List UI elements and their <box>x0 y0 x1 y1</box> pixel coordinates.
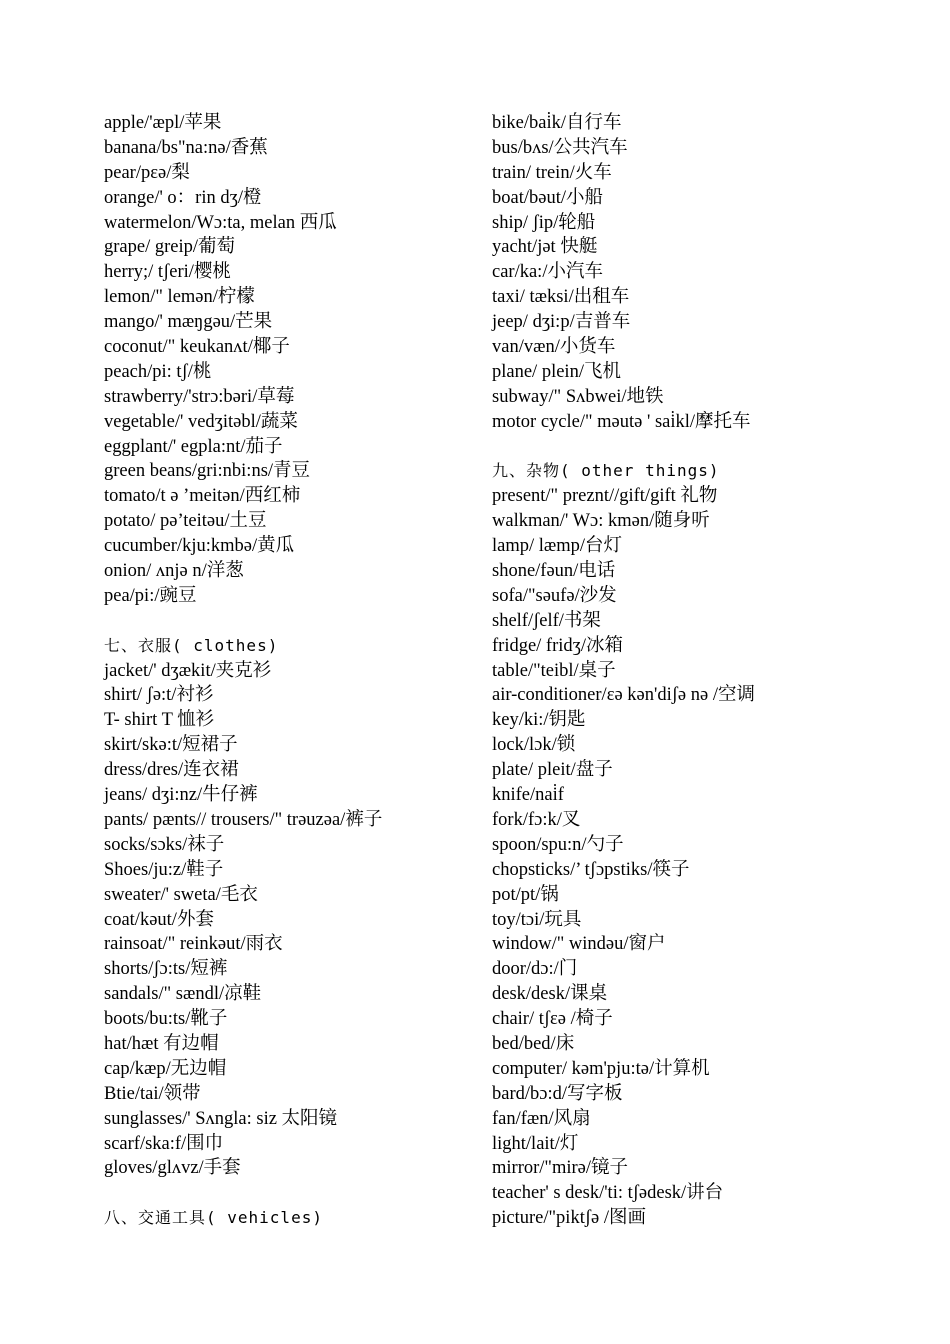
vocab-entry: walkman/' Wɔ: kmən/随身听 <box>492 511 710 532</box>
vocab-entry: desk/desk/课桌 <box>492 984 608 1005</box>
vocab-entry: pot/pt/锅 <box>492 884 559 905</box>
vocab-entry: sofa/"səufə/沙发 <box>492 585 617 606</box>
vocab-entry: gloves/glʌvz/手套 <box>104 1158 241 1179</box>
vocab-entry: orange/' o：rin dʒ/橙 <box>104 187 262 208</box>
vocab-entry: window/" windəu/窗户 <box>492 934 666 955</box>
vocab-entry: plane/ plein/飞机 <box>492 361 621 382</box>
vocab-entry: banana/bs"na:nə/香蕉 <box>104 137 268 158</box>
vocab-entry: skirt/skə:t/短裙子 <box>104 735 238 756</box>
vocab-entry: sandals/" sændl/凉鞋 <box>104 984 262 1005</box>
vocab-entry: watermelon/Wɔ:ta, melan 西瓜 <box>104 212 337 233</box>
vocab-entry: mirror/"mirə/镜子 <box>492 1158 628 1179</box>
vocab-entry: T- shirt T 恤衫 <box>104 710 215 731</box>
vocab-entry: vegetable/' vedʒitəbl/蔬菜 <box>104 411 298 432</box>
vocab-entry: train/ trein/火车 <box>492 162 612 183</box>
fruits-vegetables-list <box>104 111 464 609</box>
vocab-entry: yacht/jət 快艇 <box>492 237 598 258</box>
section-heading-vehicles: 八、交通工具( vehicles) <box>104 1208 323 1228</box>
vocab-entry: rainsoat/" reinkəut/雨衣 <box>104 934 283 955</box>
vocab-entry: chopsticks/’ tʃɔpstiks/筷子 <box>492 859 690 880</box>
section-heading-other-things: 九、杂物( other things) <box>492 461 720 481</box>
vocab-entry: Btie/tai/领带 <box>104 1083 201 1104</box>
vocab-entry: plate/ pleit/盘子 <box>492 760 613 781</box>
vocab-entry: cucumber/kju:kmbə/黄瓜 <box>104 536 295 557</box>
vocab-entry: shelf/ʃelf/书架 <box>492 610 601 631</box>
vocab-entry: jacket/' dʒækit/夹克衫 <box>104 660 272 681</box>
vocab-entry: eggplant/' egpla:nt/茄子 <box>104 436 283 457</box>
section-heading-clothes: 七、衣服( clothes) <box>104 635 279 655</box>
vocab-entry: shirt/ ʃə:t/衬衫 <box>104 685 214 706</box>
vocab-entry: Shoes/ju:z/鞋子 <box>104 859 224 880</box>
vocab-entry: toy/tɔi/玩具 <box>492 909 582 930</box>
vocab-entry: bus/bʌs/公共汽车 <box>492 137 628 158</box>
vocab-entry: shone/fəun/电话 <box>492 561 616 582</box>
vocab-entry: chair/ tʃɛə /椅子 <box>492 1009 613 1030</box>
vocab-entry: present/" preznt//gift/gift 礼物 <box>492 486 718 507</box>
vocab-entry: lemon/" lemən/柠檬 <box>104 287 255 308</box>
vocab-entry: bard/bɔ:d/写字板 <box>492 1083 623 1104</box>
vocab-entry: car/ka:/小汽车 <box>492 262 603 283</box>
vocab-entry: air-conditioner/ɛə kən'diʃə nə /空调 <box>492 685 755 706</box>
vocab-entry: jeep/ dʒi:p/吉普车 <box>492 312 631 333</box>
vocab-entry: bed/bed/床 <box>492 1033 575 1054</box>
vocab-entry: lamp/ læmp/台灯 <box>492 536 623 557</box>
spacer <box>104 609 464 634</box>
vocab-entry: shorts/ʃɔ:ts/短裤 <box>104 959 228 980</box>
vocab-entry: fan/fæn/风扇 <box>492 1108 591 1129</box>
vocab-entry: mango/' mæŋgəu/芒果 <box>104 312 273 333</box>
vocab-entry: fork/fɔ:k/叉 <box>492 809 581 830</box>
vocab-entry: sweater/' sweta/毛衣 <box>104 884 258 905</box>
vocab-entry: coconut/" keukanʌt/椰子 <box>104 337 290 358</box>
vocab-entry: sunglasses/' Sʌngla: siz 太阳镜 <box>104 1108 338 1129</box>
vocab-entry: green beans/gri:nbi:ns/青豆 <box>104 461 311 482</box>
vocab-entry: cap/kæp/无边帽 <box>104 1058 227 1079</box>
vocab-entry: ship/ ʃip/轮船 <box>492 212 596 233</box>
vocab-entry: pear/pɛə/梨 <box>104 162 190 183</box>
vocab-entry: subway/" Sʌbwei/地铁 <box>492 386 664 407</box>
vocab-entry: spoon/spu:n/勺子 <box>492 834 624 855</box>
vocab-entry: bike/bai̇k/自行车 <box>492 113 622 133</box>
vocab-entry: strawberry/'strɔ:bəri/草莓 <box>104 386 295 407</box>
vocab-entry: potato/ pə’teitəu/土豆 <box>104 511 267 532</box>
vocab-entry: boots/bu:ts/靴子 <box>104 1009 228 1030</box>
vocab-entry: pants/ pænts// trousers/" trəuzəa/裤子 <box>104 809 383 830</box>
vocab-entry: hat/hæt 有边帽 <box>104 1033 219 1054</box>
vocab-entry: herry;/ tʃeri/樱桃 <box>104 262 231 283</box>
vocab-entry: socks/sɔks/袜子 <box>104 834 225 855</box>
vocab-entry: pea/pi:/豌豆 <box>104 585 197 606</box>
other-things-list <box>492 484 892 1231</box>
vocab-entry: knife/nai̇f <box>492 785 564 806</box>
spacer <box>104 1181 464 1206</box>
vocab-entry: lock/lɔk/锁 <box>492 735 576 756</box>
vocab-entry: peach/pi: tʃ/桃 <box>104 361 212 382</box>
vocab-entry: dress/dres/连衣裙 <box>104 760 239 781</box>
vocab-entry: teacher' s desk/'ti: tʃədesk/讲台 <box>492 1183 724 1204</box>
vehicles-list <box>492 111 892 435</box>
spacer <box>492 435 892 460</box>
vocab-entry: coat/kəut/外套 <box>104 909 214 930</box>
vocab-entry: grape/ greip/葡萄 <box>104 237 235 258</box>
vocab-entry: motor cycle/" məutə ' sai̇kl/摩托车 <box>492 411 751 432</box>
right-column <box>492 111 892 1231</box>
vocab-entry: picture/"piktʃə /图画 <box>492 1208 646 1229</box>
clothes-list <box>104 659 464 1182</box>
vocab-entry: fridge/ fridʒ/冰箱 <box>492 635 623 656</box>
vocab-entry: taxi/ tæksi/出租车 <box>492 287 630 308</box>
vocab-entry: computer/ kəm'pju:tə/计算机 <box>492 1058 710 1079</box>
vocab-entry: boat/bəut/小船 <box>492 187 603 208</box>
vocab-entry: scarf/ska:f/围巾 <box>104 1133 224 1154</box>
vocab-entry: light/lait/灯 <box>492 1133 579 1154</box>
vocab-entry: key/ki:/钥匙 <box>492 710 586 731</box>
left-column <box>104 111 464 1231</box>
vocab-entry: van/væn/小货车 <box>492 337 616 358</box>
vocab-entry: table/"teibl/桌子 <box>492 660 616 681</box>
vocab-entry: door/dɔ:/门 <box>492 959 578 980</box>
vocab-entry: jeans/ dʒi:nz/牛仔裤 <box>104 785 258 806</box>
vocab-entry: apple/'æpl/苹果 <box>104 113 222 133</box>
vocab-entry: tomato/t ə ’meitən/西红柿 <box>104 486 301 507</box>
vocab-entry: onion/ ʌnjə n/洋葱 <box>104 561 244 582</box>
